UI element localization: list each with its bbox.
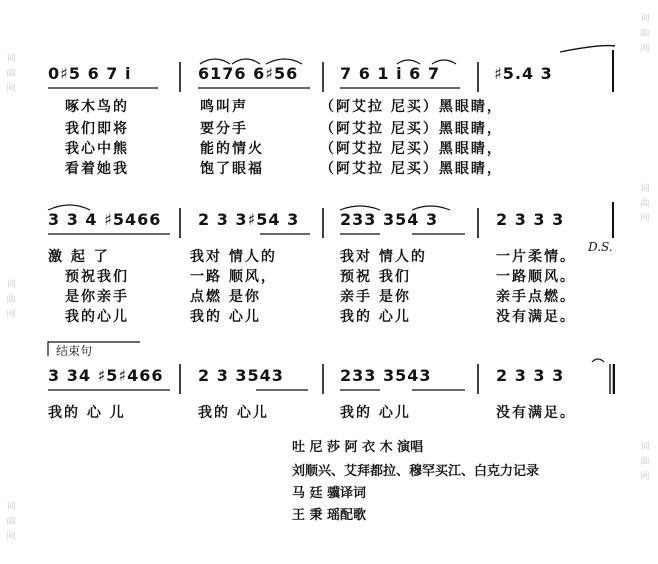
s1-measure-4: ♯5.4 3: [494, 64, 553, 83]
s2-verse3-a: 是你亲手: [65, 289, 129, 305]
credit-translator: 马 廷 骥译词: [292, 486, 367, 501]
s3-lyric-b: 我的 心儿: [198, 405, 269, 421]
s2-verse3-d: 亲手点燃。: [496, 289, 576, 305]
s3-lyric-c: 我的 心儿: [340, 405, 411, 421]
s2-measure-4: 2 3 3 3: [496, 210, 565, 229]
dal-segno-mark: D.S.: [588, 240, 613, 254]
s3-lyric-d: 没有满足。: [496, 405, 576, 421]
s2-verse1-c: 我对 情人的: [340, 249, 427, 265]
s1-verse4-c: （阿艾拉 尼买）黑眼睛，: [320, 161, 503, 177]
s1-verse3-a: 我心中熊: [65, 141, 129, 157]
score-system-3: [40, 338, 615, 428]
watermark-left-mid: 词 曲 网: [6, 280, 16, 320]
s2-verse1-d: 一片柔情。: [496, 249, 576, 265]
s3-measure-2: 2 3 3543: [198, 366, 284, 385]
s1-verse2-a: 我们即将: [65, 121, 129, 137]
s2-verse4-c: 我的 心儿: [340, 309, 411, 325]
s3-lyric-a: 我的 心 儿: [48, 405, 126, 421]
s1-measure-2: 6176 6♯56: [198, 64, 299, 83]
watermark-left-bottom: 词 曲 网: [6, 502, 16, 542]
score-system-2: [40, 190, 615, 330]
s2-verse4-d: 没有满足。: [496, 309, 576, 325]
s2-verse4-a: 我的心儿: [65, 309, 129, 325]
s1-verse1-b: 鸣叫声: [200, 99, 248, 115]
s2-measure-3: 233 354 3: [340, 210, 439, 229]
credit-transcribers: 刘顺兴、艾拜都拉、穆罕买江、白克力记录: [292, 464, 540, 479]
s2-verse2-c: 预祝 我们: [340, 269, 411, 285]
watermark-left-top: 词 曲 网: [6, 54, 16, 94]
credit-arranger: 王 秉 瑶配歌: [292, 508, 367, 523]
watermark-right-mid: 词 曲 网: [640, 184, 650, 224]
s2-verse2-d: 一路顺风。: [496, 269, 576, 285]
s3-measure-1: 3 34 ♯5♯466: [48, 366, 164, 385]
s1-verse3-b: 能的情火: [200, 141, 264, 157]
s1-verse2-b: 要分手: [200, 121, 248, 137]
s2-measure-1: 3 3 4 ♯5466: [48, 210, 162, 229]
s2-verse3-b: 点燃 是你: [190, 289, 261, 305]
s2-verse3-c: 亲手 是你: [340, 289, 411, 305]
s1-verse4-a: 看着她我: [65, 161, 129, 177]
s1-verse1-a: 啄木鸟的: [65, 99, 129, 115]
s2-verse1-a: 激 起 了: [48, 249, 110, 265]
ending-phrase-label: 结束句: [56, 344, 93, 358]
s1-verse2-c: （阿艾拉 尼买）黑眼睛，: [320, 121, 503, 137]
s2-verse2-a: 预祝我们: [65, 269, 129, 285]
s2-verse4-b: 我的 心儿: [190, 309, 261, 325]
s1-measure-1: 0♯5 6 7 i: [48, 64, 132, 83]
s1-measure-3: 7 6 1 i 6 7: [340, 64, 440, 83]
credit-singer: 吐 尼 莎 阿 衣 木 演唱: [292, 440, 424, 455]
watermark-right-bottom: 词 曲 网: [640, 442, 650, 482]
watermark-right-top: 词 曲 网: [640, 14, 650, 54]
score-system-1: [40, 40, 615, 190]
s3-measure-3: 233 3543: [340, 366, 432, 385]
s2-measure-2: 2 3 3♯54 3: [198, 210, 300, 229]
s1-verse1-c: （阿艾拉 尼买）黑眼睛，: [320, 99, 503, 115]
s2-verse1-b: 我对 情人的: [190, 249, 277, 265]
s2-verse2-b: 一路 顺风，: [190, 269, 277, 285]
s1-verse4-b: 饱了眼福: [200, 161, 264, 177]
s3-measure-4: 2 3 3 3: [496, 366, 565, 385]
s1-verse3-c: （阿艾拉 尼买）黑眼睛，: [320, 141, 503, 157]
